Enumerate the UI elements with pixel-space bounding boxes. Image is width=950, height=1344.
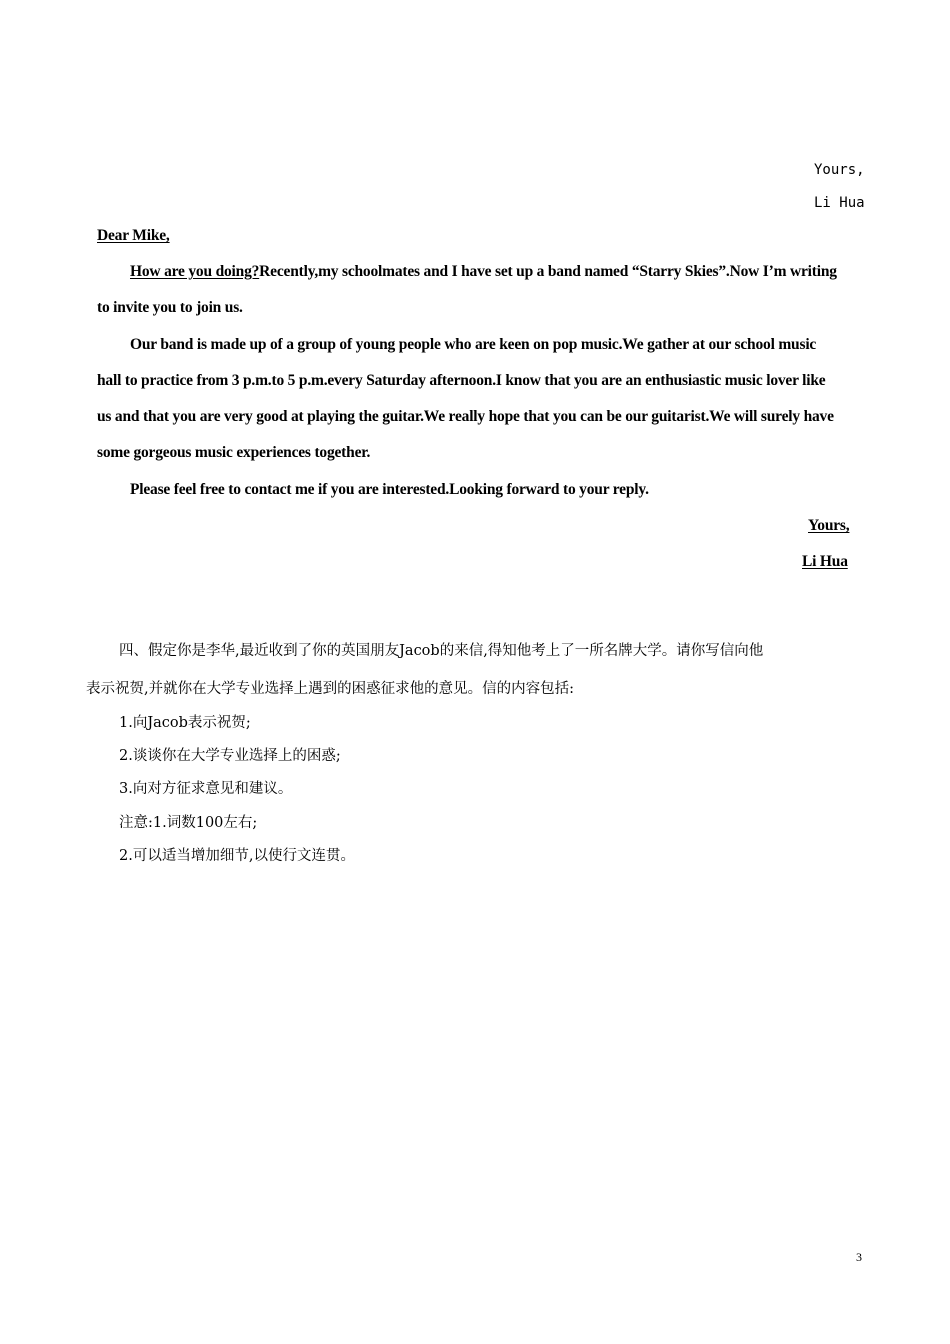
letter-greeting-question: How are you doing? [130,263,260,280]
letter-p1-line1-rest: Recently,my schoolmates and I have set up a band named “Starry Skies”.Now I’m writing [259,263,837,280]
task-note-2: 2.可以适当增加细节,以使行文连贯。 [119,848,355,864]
task-item-3: 3.向对方征求意见和建议。 [119,781,293,797]
letter-paragraph-2-line-3: us and that you are very good at playing the guitar.We really hope that you can be our guitarist.We will surely have [97,408,834,425]
letter-paragraph-2-line-2: hall to practice from 3 p.m.to 5 p.m.every Saturday afternoon.I know that you are an enthusiastic music lover like [97,372,826,389]
task-prompt-line-1: 四、假定你是李华,最近收到了你的英国朋友Jacob的来信,得知他考上了一所名牌大学。请你写信向他 [119,643,764,659]
page-number: 3 [856,1250,862,1264]
letter-signature: Li Hua [802,553,848,570]
task-item-1: 1.向Jacob表示祝贺; [119,715,251,731]
top-signature: Li Hua [814,195,865,211]
letter-paragraph-1-line-1 [130,262,837,282]
letter-paragraph-2-line-4: some gorgeous music experiences together. [97,444,371,461]
letter-paragraph-1-line-2: to invite you to join us. [97,299,243,316]
letter-salutation: Dear Mike, [97,227,170,244]
top-closing: Yours, [814,162,865,178]
letter-paragraph-2-line-1: Our band is made up of a group of young people who are keen on pop music.We gather at our school music [130,336,817,353]
letter-closing: Yours, [808,517,850,534]
task-item-2: 2.谈谈你在大学专业选择上的困惑; [119,748,341,764]
task-note-1: 注意:1.词数100左右; [119,815,258,831]
task-prompt-line-2: 表示祝贺,并就你在大学专业选择上遇到的困惑征求他的意见。信的内容包括: [86,681,574,697]
letter-paragraph-3: Please feel free to contact me if you are interested.Looking forward to your reply. [130,481,649,498]
